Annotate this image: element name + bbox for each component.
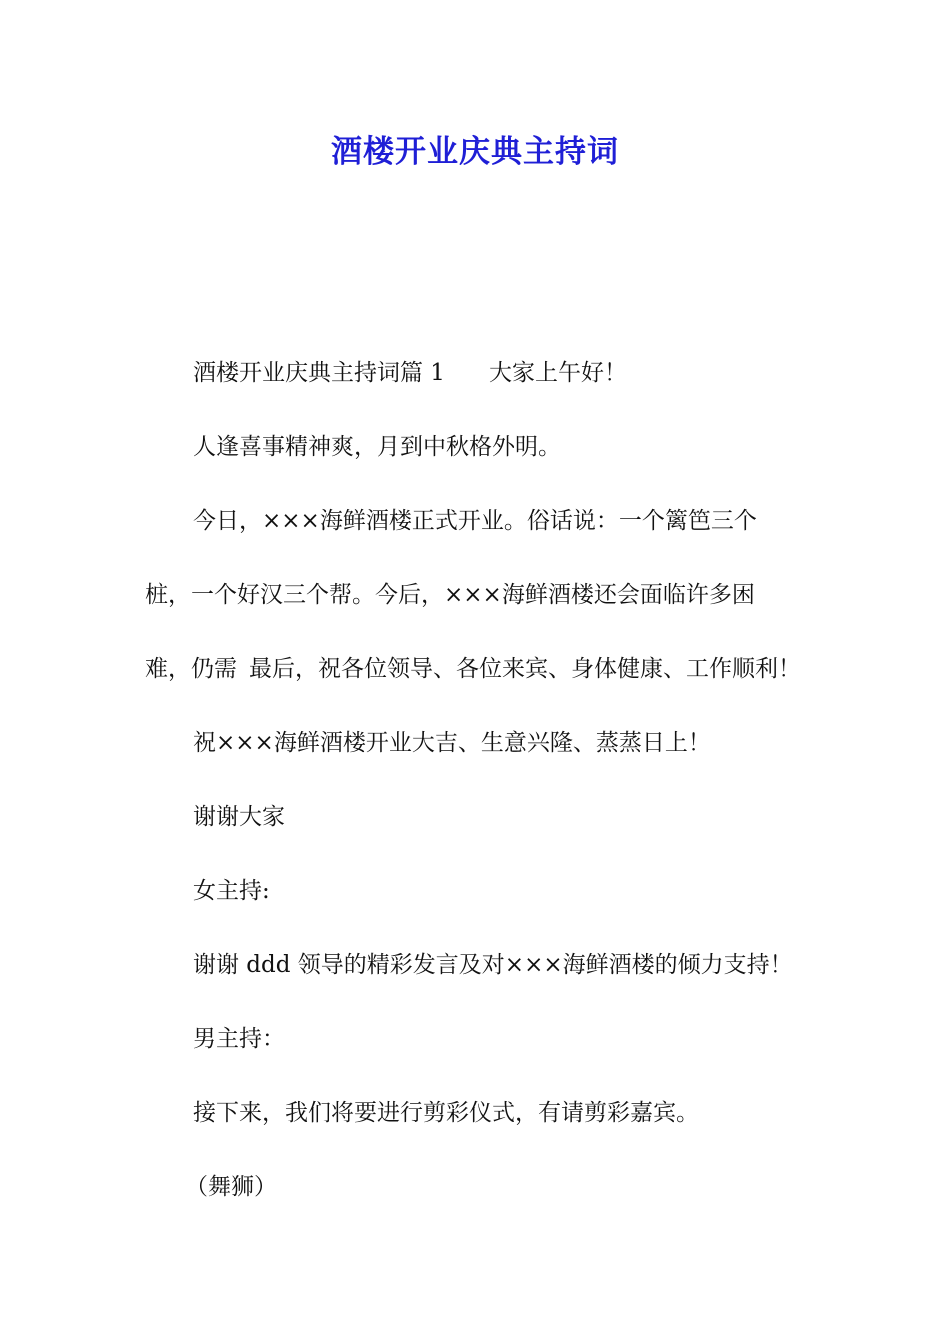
paragraph: 谢谢大家 [193, 804, 285, 830]
paragraph: 人逢喜事精神爽，月到中秋格外明。 [193, 434, 561, 460]
paragraph-fragment: 最后，祝各位领导、各位来宾、身体健康、工作顺利！ [249, 656, 801, 682]
stage-direction: （舞狮） [185, 1174, 277, 1200]
paragraph-line: 今日，×××海鲜酒楼正式开业。俗话说：一个篱笆三个 [193, 508, 757, 534]
paragraph: 谢谢 ddd 领导的精彩发言及对×××海鲜酒楼的倾力支持！ [193, 952, 793, 978]
paragraph-intro [145, 336, 825, 410]
document-body [145, 336, 825, 1224]
paragraph: 祝×××海鲜酒楼开业大吉、生意兴隆、蒸蒸日上！ [193, 730, 711, 756]
document-title: 酒楼开业庆典主持词 [331, 134, 619, 170]
speaker-label: 女主持: [193, 878, 270, 904]
paragraph-line [145, 632, 825, 706]
paragraph: 接下来，我们将要进行剪彩仪式，有请剪彩嘉宾。 [193, 1100, 699, 1126]
paragraph-fragment: 难，仍需 [145, 656, 237, 682]
paragraph-intro-greeting: 大家上午好！ [488, 360, 627, 386]
paragraph-line: 桩，一个好汉三个帮。今后，×××海鲜酒楼还会面临许多困 [145, 582, 755, 608]
speaker-label: 男主持： [193, 1026, 285, 1052]
paragraph-intro-heading: 酒楼开业庆典主持词篇 1 [193, 360, 445, 386]
